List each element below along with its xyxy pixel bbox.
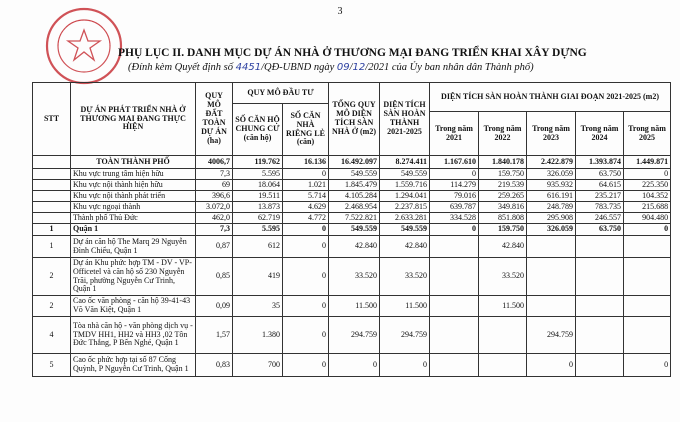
cell-apt: 612	[233, 236, 283, 258]
cell-apt: 18.064	[233, 180, 283, 191]
header-year-2025: Trong năm 2025	[624, 112, 671, 156]
cell-houses: 0	[283, 317, 329, 354]
cell-y2024	[576, 317, 624, 354]
cell-y2021: 79.016	[430, 191, 479, 202]
cell-area: 0,09	[196, 296, 233, 317]
cell-y2023: 0	[527, 354, 576, 377]
cell-houses: 0	[283, 169, 329, 180]
header-year-2022: Trong năm 2022	[479, 112, 527, 156]
cell-floor: 1.845.479	[329, 180, 380, 191]
cell-floor: 0	[329, 354, 380, 377]
cell-houses: 4.629	[283, 202, 329, 213]
cell-stt	[33, 169, 71, 180]
cell-area: 0,85	[196, 258, 233, 296]
cell-y2023: 326.059	[527, 224, 576, 236]
cell-done: 1.559.716	[380, 180, 430, 191]
cell-y2021	[430, 354, 479, 377]
cell-done: 1.294.041	[380, 191, 430, 202]
cell-done: 0	[380, 354, 430, 377]
cell-y2024: 246.557	[576, 213, 624, 224]
cell-houses: 5.714	[283, 191, 329, 202]
subtitle-suffix: /2021 của Ủy ban nhân dân Thành phố)	[365, 62, 534, 73]
cell-name: Khu vực nội thành phát triển	[71, 191, 196, 202]
cell-y2022: 11.500	[479, 296, 527, 317]
header-project-name: DỰ ÁN PHÁT TRIỂN NHÀ Ở THƯƠNG MẠI ĐANG THỰC HIỆN	[71, 83, 196, 156]
cell-done: 11.500	[380, 296, 430, 317]
cell-stt: 1	[33, 236, 71, 258]
cell-name: Quận 1	[71, 224, 196, 236]
cell-y2022: 349.816	[479, 202, 527, 213]
cell-stt	[33, 156, 71, 169]
cell-y2021	[430, 296, 479, 317]
header-completed-area: DIỆN TÍCH SÀN HOÀN THÀNH 2021-2025	[380, 83, 430, 156]
cell-floor: 2.468.954	[329, 202, 380, 213]
cell-y2022: 259.265	[479, 191, 527, 202]
cell-y2025	[624, 258, 671, 296]
cell-y2024: 783.735	[576, 202, 624, 213]
cell-done: 549.559	[380, 224, 430, 236]
table-row	[33, 180, 671, 191]
cell-houses: 4.772	[283, 213, 329, 224]
project-table	[32, 82, 671, 377]
cell-y2021: 334.528	[430, 213, 479, 224]
cell-houses: 0	[283, 236, 329, 258]
cell-y2021: 1.167.610	[430, 156, 479, 169]
cell-stt	[33, 180, 71, 191]
cell-y2022: 159.750	[479, 169, 527, 180]
cell-done: 33.520	[380, 258, 430, 296]
cell-stt: 4	[33, 317, 71, 354]
cell-y2022: 851.808	[479, 213, 527, 224]
cell-y2023: 248.789	[527, 202, 576, 213]
cell-y2021	[430, 236, 479, 258]
cell-apt: 1.380	[233, 317, 283, 354]
cell-y2021: 0	[430, 169, 479, 180]
cell-done: 2.633.281	[380, 213, 430, 224]
decision-month: 12	[352, 62, 366, 73]
cell-done: 294.759	[380, 317, 430, 354]
header-stt: STT	[33, 83, 71, 156]
cell-stt: 2	[33, 258, 71, 296]
table-row	[33, 354, 671, 377]
cell-floor: 16.492.097	[329, 156, 380, 169]
cell-area: 0,87	[196, 236, 233, 258]
cell-floor: 549.559	[329, 169, 380, 180]
cell-area: 7,3	[196, 169, 233, 180]
cell-done: 549.559	[380, 169, 430, 180]
cell-area: 396,6	[196, 191, 233, 202]
cell-floor: 294.759	[329, 317, 380, 354]
cell-y2023	[527, 258, 576, 296]
cell-y2024: 235.217	[576, 191, 624, 202]
cell-area: 69	[196, 180, 233, 191]
table-row	[33, 317, 671, 354]
table-row	[33, 296, 671, 317]
cell-y2023: 326.059	[527, 169, 576, 180]
cell-name: Khu vực trung tâm hiện hữu	[71, 169, 196, 180]
table-row	[33, 169, 671, 180]
cell-apt: 419	[233, 258, 283, 296]
table-row	[33, 224, 671, 236]
cell-y2021: 114.279	[430, 180, 479, 191]
cell-apt: 35	[233, 296, 283, 317]
cell-name: Khu vực nội thành hiện hữu	[71, 180, 196, 191]
decision-number: 4451	[235, 62, 262, 73]
cell-floor: 7.522.821	[329, 213, 380, 224]
cell-y2022: 33.520	[479, 258, 527, 296]
cell-floor: 11.500	[329, 296, 380, 317]
cell-stt	[33, 191, 71, 202]
cell-stt	[33, 202, 71, 213]
table-row	[33, 191, 671, 202]
header-investment-scale: QUY MÔ ĐẦU TƯ	[233, 83, 329, 104]
cell-y2024: 64.615	[576, 180, 624, 191]
header-year-2021: Trong năm 2021	[430, 112, 479, 156]
cell-y2024: 63.750	[576, 224, 624, 236]
page-number: 3	[337, 6, 343, 17]
header-land-area: QUY MÔ ĐẤT TOÀN DỰ ÁN (ha)	[196, 83, 233, 156]
cell-apt: 13.873	[233, 202, 283, 213]
cell-y2025: 1.449.871	[624, 156, 671, 169]
header-houses: SỐ CĂN NHÀ RIÊNG LẺ (căn)	[283, 104, 329, 156]
cell-area: 4006,7	[196, 156, 233, 169]
cell-stt: 5	[33, 354, 71, 377]
cell-name: Cao ốc phức hợp tại số 87 Cống Quỳnh, P Nguyễn Cư Trinh, Quận 1	[71, 354, 196, 377]
cell-houses: 0	[283, 354, 329, 377]
cell-apt: 19.511	[233, 191, 283, 202]
cell-houses: 0	[283, 296, 329, 317]
cell-name: Khu vực ngoại thành	[71, 202, 196, 213]
cell-floor: 42.840	[329, 236, 380, 258]
table-row	[33, 202, 671, 213]
cell-stt: 1	[33, 224, 71, 236]
cell-area: 3.072,0	[196, 202, 233, 213]
cell-y2025	[624, 317, 671, 354]
cell-name: Cao ốc văn phòng - căn hộ 39-41-43 Võ Văn Kiệt, Quận 1	[71, 296, 196, 317]
cell-floor: 33.520	[329, 258, 380, 296]
cell-y2025: 0	[624, 169, 671, 180]
cell-houses: 0	[283, 224, 329, 236]
cell-y2022	[479, 317, 527, 354]
cell-floor: 549.559	[329, 224, 380, 236]
header-apartments: SỐ CĂN HỘ CHUNG CƯ (căn hộ)	[233, 104, 283, 156]
cell-area: 0,83	[196, 354, 233, 377]
cell-y2022: 219.539	[479, 180, 527, 191]
cell-apt: 700	[233, 354, 283, 377]
table-row	[33, 156, 671, 169]
cell-y2024: 1.393.874	[576, 156, 624, 169]
cell-apt: 5.595	[233, 224, 283, 236]
cell-y2022: 1.840.178	[479, 156, 527, 169]
cell-y2025: 0	[624, 354, 671, 377]
cell-y2025	[624, 296, 671, 317]
cell-y2021: 0	[430, 224, 479, 236]
cell-apt: 119.762	[233, 156, 283, 169]
red-seal-stamp	[44, 6, 124, 86]
table-body	[33, 156, 671, 377]
cell-name: Thành phố Thủ Đức	[71, 213, 196, 224]
document-subtitle	[128, 62, 534, 73]
header-phase-area: DIỆN TÍCH SÀN HOÀN THÀNH GIAI ĐOẠN 2021-2025 (m2)	[430, 83, 671, 112]
cell-y2024	[576, 258, 624, 296]
cell-y2023: 935.932	[527, 180, 576, 191]
cell-done: 42.840	[380, 236, 430, 258]
cell-y2023: 2.422.879	[527, 156, 576, 169]
cell-y2021: 639.787	[430, 202, 479, 213]
document-title: PHỤ LỤC II. DANH MỤC DỰ ÁN NHÀ Ở THƯƠNG MẠI ĐANG TRIỂN KHAI XÂY DỰNG	[118, 47, 587, 59]
cell-y2023: 295.908	[527, 213, 576, 224]
cell-y2025: 0	[624, 224, 671, 236]
cell-area: 462,0	[196, 213, 233, 224]
cell-y2025: 215.688	[624, 202, 671, 213]
cell-name: TOÀN THÀNH PHỐ	[71, 156, 196, 169]
header-year-2023: Trong năm 2023	[527, 112, 576, 156]
cell-y2024: 63.750	[576, 169, 624, 180]
cell-y2022: 42.840	[479, 236, 527, 258]
cell-done: 8.274.411	[380, 156, 430, 169]
cell-apt: 5.595	[233, 169, 283, 180]
cell-done: 2.237.815	[380, 202, 430, 213]
subtitle-mid: /QĐ-UBND ngày	[261, 62, 335, 73]
cell-houses: 0	[283, 258, 329, 296]
cell-stt	[33, 213, 71, 224]
cell-y2024	[576, 354, 624, 377]
date-separator: /	[349, 62, 353, 73]
cell-y2021	[430, 258, 479, 296]
cell-houses: 1.021	[283, 180, 329, 191]
cell-y2024	[576, 296, 624, 317]
header-total-floor-area: TỔNG QUY MÔ DIỆN TÍCH SÀN NHÀ Ở (m2)	[329, 83, 380, 156]
cell-y2025: 104.352	[624, 191, 671, 202]
cell-y2022	[479, 354, 527, 377]
cell-area: 7,3	[196, 224, 233, 236]
cell-name: Tòa nhà căn hộ - văn phòng dịch vụ - TMDV HH1, HH2 và HH3 ,02 Tôn Đức Thắng, P Bến Nghé, Quận 1	[71, 317, 196, 354]
cell-floor: 4.105.284	[329, 191, 380, 202]
table-row	[33, 236, 671, 258]
cell-y2023	[527, 296, 576, 317]
table-row	[33, 213, 671, 224]
cell-y2021	[430, 317, 479, 354]
cell-y2025: 225.350	[624, 180, 671, 191]
cell-y2022: 159.750	[479, 224, 527, 236]
table-row	[33, 258, 671, 296]
cell-y2025	[624, 236, 671, 258]
cell-apt: 62.719	[233, 213, 283, 224]
subtitle-prefix: (Đính kèm Quyết định số	[128, 62, 233, 73]
cell-y2023: 294.759	[527, 317, 576, 354]
cell-houses: 16.136	[283, 156, 329, 169]
decision-day: 09	[336, 62, 350, 73]
cell-name: Dự án căn hộ The Marq 29 Nguyễn Đình Chiểu, Quận 1	[71, 236, 196, 258]
cell-name: Dự án Khu phức hợp TM - DV - VP- Officetel và căn hộ số 230 Nguyễn Trãi, phường Nguyễn Cư Trinh, Quận 1	[71, 258, 196, 296]
header-year-2024: Trong năm 2024	[576, 112, 624, 156]
cell-stt: 2	[33, 296, 71, 317]
cell-y2023: 616.191	[527, 191, 576, 202]
cell-y2025: 904.480	[624, 213, 671, 224]
cell-y2023	[527, 236, 576, 258]
cell-area: 1,57	[196, 317, 233, 354]
cell-y2024	[576, 236, 624, 258]
